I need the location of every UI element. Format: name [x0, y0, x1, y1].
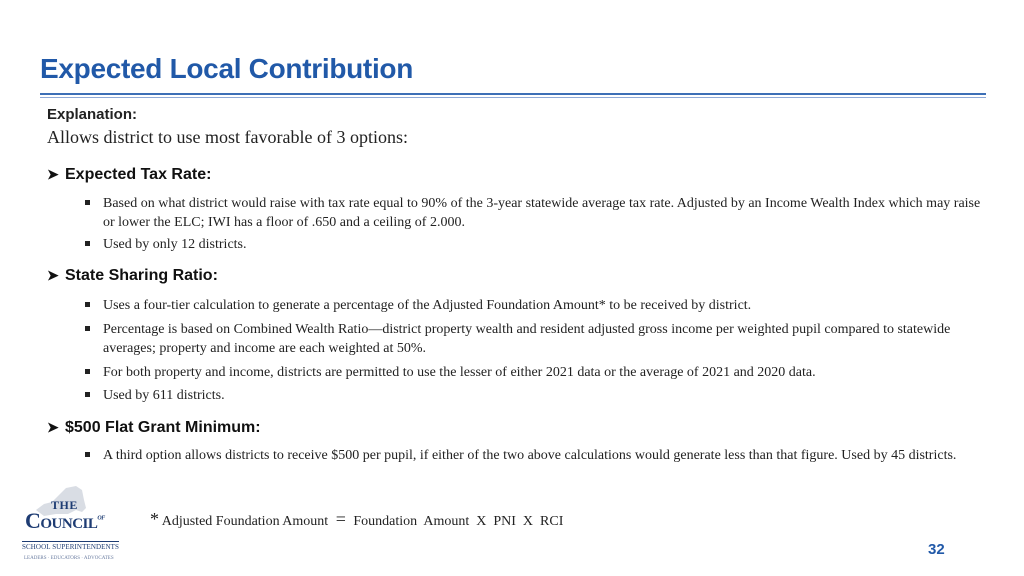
- arrow-bullet-icon: ➤: [47, 419, 59, 435]
- list-item: For both property and income, districts are permitted to use the lesser of either 2021 data or the average of 2021 and 2020 data.: [103, 363, 983, 382]
- list-item: Uses a four-tier calculation to generate a percentage of the Adjusted Foundation Amount* to be received by district.: [103, 296, 983, 315]
- page-number: 32: [928, 541, 945, 558]
- list-item: Used by only 12 districts.: [103, 235, 983, 254]
- arrow-bullet-icon: ➤: [47, 166, 59, 182]
- list-item: Used by 611 districts.: [103, 386, 983, 405]
- title-divider-thin: [40, 97, 986, 98]
- arrow-bullet-icon: ➤: [47, 267, 59, 283]
- list-item: A third option allows districts to receive $500 per pupil, if either of the two above calculations would generate less than that figure. Used by 45 districts.: [103, 446, 983, 465]
- section-heading-tax-rate: ➤ Expected Tax Rate:: [47, 166, 212, 183]
- council-logo: THE Council$^{of}$ SCHOOL SUPERINTENDENTS LEADERS · EDUCATORS · ADVOCATES: [20, 484, 120, 568]
- slide-title: Expected Local Contribution: [40, 53, 414, 84]
- section-heading-sharing-ratio: ➤ State Sharing Ratio:: [47, 267, 218, 284]
- explanation-label: Explanation:: [47, 106, 138, 123]
- list-item: Based on what district would raise with tax rate equal to 90% of the 3-year statewide average tax rate. Adjusted by an Income Wealth Index which may raise or lower the ELC; IWI has a floor of .650 and a ceiling of 2.000.: [103, 194, 983, 232]
- title-divider: [40, 93, 986, 95]
- formula-footnote: * Adjusted Foundation Amount = Foundation Amount X PNI X RCI: [150, 509, 564, 529]
- intro-text: Allows district to use most favorable of 3 options:: [47, 127, 408, 147]
- list-item: Percentage is based on Combined Wealth Ratio—district property wealth and resident adjusted gross income per weighted pupil compared to statewide averages; property and income are each weighted at 50%.: [103, 320, 983, 358]
- section-heading-flat-grant: ➤ $500 Flat Grant Minimum:: [47, 419, 261, 436]
